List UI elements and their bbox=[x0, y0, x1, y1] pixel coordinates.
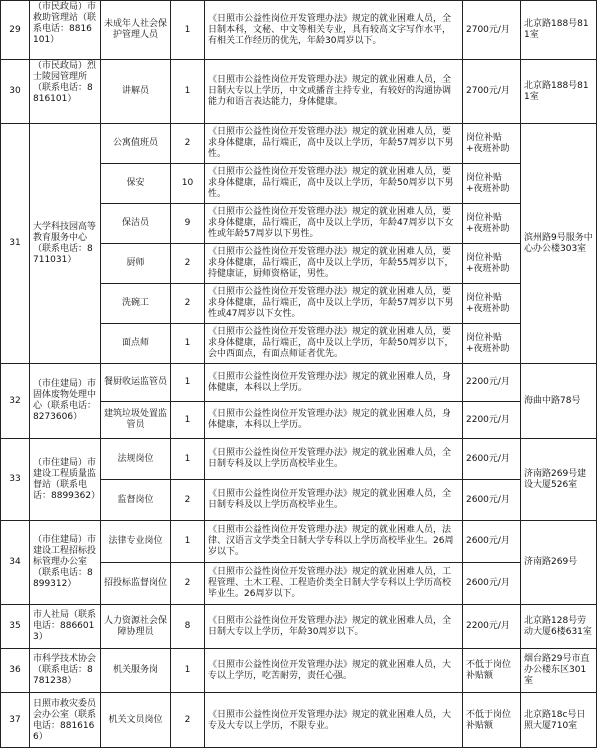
headcount: 1 bbox=[170, 520, 204, 562]
position-name: 招投标监督岗位 bbox=[100, 562, 170, 604]
address: 济南路269号 bbox=[520, 520, 597, 604]
requirements: 《日照市公益性岗位开发管理办法》规定的就业困难人员，大专及大专以上学历，不限专业。 bbox=[204, 692, 462, 748]
requirements: 《日照市公益性岗位开发管理办法》规定的就业困难人员，大专以上学历，吃苦耐劳，责任心强。 bbox=[204, 648, 462, 692]
employer-cell: 日照市救灾委员会办公室（联系电话：8816166） bbox=[29, 692, 100, 748]
headcount: 1 bbox=[170, 363, 204, 401]
row-number: 34 bbox=[0, 520, 29, 604]
employer-cell: （市住建局）市建设工程质量监督站（联系电话：8899362） bbox=[29, 438, 100, 520]
position-name: 法律专业岗位 bbox=[100, 520, 170, 562]
employer-cell: 市科学技术协会（联系电话：8781238） bbox=[29, 648, 100, 692]
requirements: 《日照市公益性岗位开发管理办法》规定的就业困难人员，身体健康，本科以上学历。 bbox=[204, 401, 462, 438]
requirements: 《日照市公益性岗位开发管理办法》规定的就业困难人员，要求身体健康，品行端正，高中及以上学历，年龄57周岁以下男性。 bbox=[204, 123, 462, 163]
row-number: 36 bbox=[0, 648, 29, 692]
headcount: 2 bbox=[170, 123, 204, 163]
employer-cell: 市人社局（联系电话：8866013） bbox=[29, 604, 100, 648]
pay: 2200元/月 bbox=[462, 401, 520, 438]
position-name: 法规岗位 bbox=[100, 438, 170, 479]
requirements: 《日照市公益性岗位开发管理办法》规定的就业困难人员，全日制专科及以上学历高校毕业生。 bbox=[204, 438, 462, 479]
requirements: 《日照市公益性岗位开发管理办法》规定的就业困难人员，要求身体健康，品行端正，高中及以上学历，年龄50周岁以下，会中西面点，有面点师证者优先。 bbox=[204, 323, 462, 363]
row-number: 31 bbox=[0, 123, 29, 363]
address: 北京路188号811室 bbox=[520, 59, 597, 123]
address: 济南路269号建设大厦526室 bbox=[520, 438, 597, 520]
pay: 岗位补贴+夜班补助 bbox=[462, 163, 520, 203]
table-border-right bbox=[596, 0, 597, 748]
position-name: 厨师 bbox=[100, 243, 170, 283]
pay: 2200元/月 bbox=[462, 363, 520, 401]
row-number: 33 bbox=[0, 438, 29, 520]
requirements: 《日照市公益性岗位开发管理办法》规定的就业困难人员，全日制本科，文秘、中文等相关专业，具有较高文字写作水平，有相关工作经历的优先，年龄30周岁以下。 bbox=[204, 0, 462, 59]
position-name: 保洁员 bbox=[100, 203, 170, 243]
row-number: 30 bbox=[0, 59, 29, 123]
position-name: 保安 bbox=[100, 163, 170, 203]
headcount: 1 bbox=[170, 59, 204, 123]
position-name: 机关服务岗 bbox=[100, 648, 170, 692]
position-name: 讲解员 bbox=[100, 59, 170, 123]
headcount: 8 bbox=[170, 604, 204, 648]
pay: 岗位补贴+夜班补助 bbox=[462, 323, 520, 363]
pay: 岗位补贴+夜班补助 bbox=[462, 203, 520, 243]
row-number: 37 bbox=[0, 692, 29, 748]
row-number: 35 bbox=[0, 604, 29, 648]
requirements: 《日照市公益性岗位开发管理办法》规定的就业困难人员，法律、汉语言文学类全日制大学专科以上学历高校毕业生。26周岁以下。 bbox=[204, 520, 462, 562]
headcount: 2 bbox=[170, 692, 204, 748]
address: 北京路128号劳动大厦6楼631室 bbox=[520, 604, 597, 648]
headcount: 2 bbox=[170, 562, 204, 604]
headcount: 2 bbox=[170, 283, 204, 323]
position-name: 人力资源社会保障协理员 bbox=[100, 604, 170, 648]
pay: 岗位补贴+夜班补助 bbox=[462, 123, 520, 163]
row-number: 29 bbox=[0, 0, 29, 59]
employer-cell: （市民政局）烈士陵园管理所（联系电话：8816101） bbox=[29, 59, 100, 123]
address: 北京路18c号日照大厦710室 bbox=[520, 692, 597, 748]
row-number: 32 bbox=[0, 363, 29, 438]
pay: 2700元/月 bbox=[462, 59, 520, 123]
headcount: 9 bbox=[170, 203, 204, 243]
requirements: 《日照市公益性岗位开发管理办法》规定的就业困难人员，要求身体健康，品行端正，高中及以上学历，年龄50周岁以下男性。 bbox=[204, 163, 462, 203]
requirements: 《日照市公益性岗位开发管理办法》规定的就业困难人员，全日制专科及以上学历高校毕业生。 bbox=[204, 479, 462, 520]
pay: 2200元/月 bbox=[462, 604, 520, 648]
headcount: 10 bbox=[170, 163, 204, 203]
pay: 2700元/月 bbox=[462, 0, 520, 59]
pay: 不低于岗位补贴额 bbox=[462, 648, 520, 692]
position-name: 餐厨收运监管员 bbox=[100, 363, 170, 401]
headcount: 1 bbox=[170, 323, 204, 363]
requirements: 《日照市公益性岗位开发管理办法》规定的就业困难人员，全日制大专以上学历，中文或播音主持专业，有较好的沟通协调能力和语言表达能力，身体健康。 bbox=[204, 59, 462, 123]
employer-cell: （市住建局）市建设工程招标投标管理办公室（联系电话：8899312） bbox=[29, 520, 100, 604]
pay: 2600元/月 bbox=[462, 562, 520, 604]
employer-cell: （市住建局）市固体废物处理中心（联系电话：8273606） bbox=[29, 363, 100, 438]
requirements: 《日照市公益性岗位开发管理办法》规定的就业困难人员，身体健康，本科以上学历。 bbox=[204, 363, 462, 401]
address: 北京路188号811室 bbox=[520, 0, 597, 59]
requirements: 《日照市公益性岗位开发管理办法》规定的就业困难人员，要求身体健康，品行端正，高中及以上学历，年龄55周岁以下，持健康证，厨师资格证，男性。 bbox=[204, 243, 462, 283]
pay: 岗位补贴+夜班补助 bbox=[462, 283, 520, 323]
address: 烟台路29号市直办公楼东区301室 bbox=[520, 648, 597, 692]
position-name: 未成年人社会保护管理人员 bbox=[100, 0, 170, 59]
address: 海曲中路78号 bbox=[520, 363, 597, 438]
headcount: 2 bbox=[170, 243, 204, 283]
position-name: 公寓值班员 bbox=[100, 123, 170, 163]
employer-cell: 大学科技园高等教育服务中心（联系电话：8711031） bbox=[29, 123, 100, 363]
pay: 2600元/月 bbox=[462, 479, 520, 520]
pay: 2600元/月 bbox=[462, 520, 520, 562]
requirements: 《日照市公益性岗位开发管理办法》规定的就业困难人员，要求身体健康，品行端正，高中及以上学历，年龄47周岁以下女性或年龄57周岁以下男性。 bbox=[204, 203, 462, 243]
pay: 2600元/月 bbox=[462, 438, 520, 479]
headcount: 2 bbox=[170, 479, 204, 520]
pay: 不低于岗位补贴额 bbox=[462, 692, 520, 748]
employer-cell: （市民政局）市救助管理站（联系电话：8816101） bbox=[29, 0, 100, 59]
position-name: 机关文员岗位 bbox=[100, 692, 170, 748]
position-name: 面点师 bbox=[100, 323, 170, 363]
position-name: 建筑垃圾处置监管员 bbox=[100, 401, 170, 438]
pay: 岗位补贴+夜班补助 bbox=[462, 243, 520, 283]
headcount: 1 bbox=[170, 0, 204, 59]
headcount: 1 bbox=[170, 438, 204, 479]
requirements: 《日照市公益性岗位开发管理办法》规定的就业困难人员，工程管理、土木工程、工程造价类全日制大学专科以上学历高校毕业生。26周岁以下。 bbox=[204, 562, 462, 604]
requirements: 《日照市公益性岗位开发管理办法》规定的就业困难人员，要求身体健康，品行端正，高中及以上学历，年龄57周岁以下男性或47周岁以下女性。 bbox=[204, 283, 462, 323]
requirements: 《日照市公益性岗位开发管理办法》规定的就业困难人员，全日制大专以上学历，年龄30周岁以下。 bbox=[204, 604, 462, 648]
headcount: 1 bbox=[170, 401, 204, 438]
position-name: 监督岗位 bbox=[100, 479, 170, 520]
position-name: 洗碗工 bbox=[100, 283, 170, 323]
address: 滨州路9号服务中心办公楼303室 bbox=[520, 123, 597, 363]
headcount: 1 bbox=[170, 648, 204, 692]
